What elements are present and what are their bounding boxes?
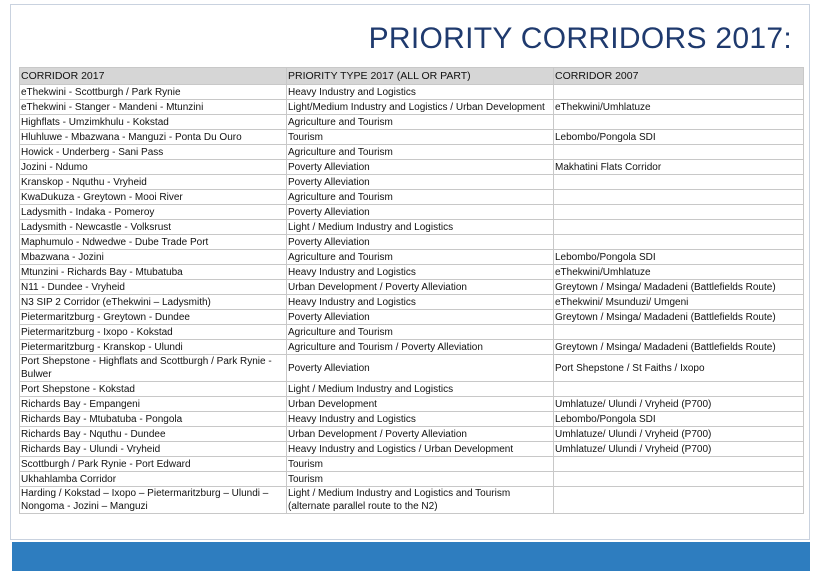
table-row xyxy=(20,340,804,355)
corridor-2017-cell: Ladysmith - Newcastle - Volksrust xyxy=(20,220,287,235)
table-row xyxy=(20,295,804,310)
priority-corridors-table xyxy=(19,67,804,514)
corridor-2017-cell: Pietermaritzburg - Ixopo - Kokstad xyxy=(20,325,287,340)
table-row xyxy=(20,250,804,265)
corridor-2017-cell: Mtunzini - Richards Bay - Mtubatuba xyxy=(20,265,287,280)
priority-type-cell: Agriculture and Tourism xyxy=(287,250,554,265)
corridor-2017-cell: Kranskop - Nquthu - Vryheid xyxy=(20,175,287,190)
corridor-2017-cell: eThekwini - Scottburgh / Park Rynie xyxy=(20,85,287,100)
priority-type-cell: Light / Medium Industry and Logistics xyxy=(287,220,554,235)
priority-type-cell: Urban Development / Poverty Alleviation xyxy=(287,280,554,295)
corridor-2007-cell: eThekwini/Umhlatuze xyxy=(554,100,804,115)
priority-type-cell: Urban Development / Poverty Alleviation xyxy=(287,427,554,442)
corridor-2017-cell: Richards Bay - Nquthu - Dundee xyxy=(20,427,287,442)
corridor-2017-cell: Richards Bay - Empangeni xyxy=(20,397,287,412)
corridor-2017-cell: eThekwini - Stanger - Mandeni - Mtunzini xyxy=(20,100,287,115)
priority-type-cell: Heavy Industry and Logistics / Urban Development xyxy=(287,442,554,457)
corridor-2007-cell: eThekwini/Umhlatuze xyxy=(554,265,804,280)
priority-type-cell: Agriculture and Tourism xyxy=(287,190,554,205)
priority-type-cell: Poverty Alleviation xyxy=(287,235,554,250)
priority-type-cell: Agriculture and Tourism xyxy=(287,115,554,130)
corridor-2007-cell xyxy=(554,472,804,487)
priority-type-cell: Poverty Alleviation xyxy=(287,310,554,325)
corridor-2017-cell: Richards Bay - Ulundi - Vryheid xyxy=(20,442,287,457)
corridor-2007-cell xyxy=(554,457,804,472)
corridor-2007-cell: Lebombo/Pongola SDI xyxy=(554,130,804,145)
priority-type-cell: Tourism xyxy=(287,130,554,145)
table-row xyxy=(20,130,804,145)
footer-bar xyxy=(12,542,810,571)
table-row xyxy=(20,265,804,280)
priority-type-cell: Agriculture and Tourism xyxy=(287,325,554,340)
corridor-2007-cell: Greytown / Msinga/ Madadeni (Battlefields Route) xyxy=(554,340,804,355)
priority-type-cell: Agriculture and Tourism / Poverty Alleviation xyxy=(287,340,554,355)
corridor-2017-cell: Port Shepstone - Kokstad xyxy=(20,382,287,397)
corridor-2017-cell: Ladysmith - Indaka - Pomeroy xyxy=(20,205,287,220)
corridor-2007-cell xyxy=(554,382,804,397)
corridor-2007-cell xyxy=(554,175,804,190)
priority-type-cell: Light / Medium Industry and Logistics xyxy=(287,382,554,397)
slide-title: PRIORITY CORRIDORS 2017: xyxy=(368,22,792,55)
table-header-row xyxy=(20,68,804,85)
priority-type-cell: Heavy Industry and Logistics xyxy=(287,85,554,100)
corridor-2007-cell xyxy=(554,85,804,100)
corridor-2017-cell: Maphumulo - Ndwedwe - Dube Trade Port xyxy=(20,235,287,250)
corridor-2007-cell: Lebombo/Pongola SDI xyxy=(554,250,804,265)
corridor-2007-cell xyxy=(554,205,804,220)
corridor-2007-cell: Umhlatuze/ Ulundi / Vryheid (P700) xyxy=(554,442,804,457)
table-row xyxy=(20,382,804,397)
corridor-2007-cell: Umhlatuze/ Ulundi / Vryheid (P700) xyxy=(554,397,804,412)
priority-type-cell: Light / Medium Industry and Logistics and Tourism (alternate parallel route to the N2) xyxy=(287,487,554,514)
corridor-2017-cell: Scottburgh / Park Rynie - Port Edward xyxy=(20,457,287,472)
corridor-2017-cell: Richards Bay - Mtubatuba - Pongola xyxy=(20,412,287,427)
table-row xyxy=(20,412,804,427)
table-row xyxy=(20,160,804,175)
table-row xyxy=(20,220,804,235)
corridor-2017-cell: N3 SIP 2 Corridor (eThekwini – Ladysmith) xyxy=(20,295,287,310)
table-row xyxy=(20,115,804,130)
table-row xyxy=(20,457,804,472)
header-corridor-2007: CORRIDOR 2007 xyxy=(554,68,804,85)
table-row xyxy=(20,310,804,325)
priority-type-cell: Tourism xyxy=(287,472,554,487)
table-row xyxy=(20,145,804,160)
table-row xyxy=(20,175,804,190)
corridor-2007-cell: Umhlatuze/ Ulundi / Vryheid (P700) xyxy=(554,427,804,442)
corridor-2017-cell: Pietermaritzburg - Kranskop - Ulundi xyxy=(20,340,287,355)
corridor-2007-cell: Greytown / Msinga/ Madadeni (Battlefields Route) xyxy=(554,310,804,325)
corridor-2007-cell xyxy=(554,115,804,130)
corridor-2007-cell xyxy=(554,235,804,250)
corridor-2007-cell: eThekwini/ Msunduzi/ Umgeni xyxy=(554,295,804,310)
priority-type-cell: Poverty Alleviation xyxy=(287,205,554,220)
table-row xyxy=(20,85,804,100)
priority-type-cell: Urban Development xyxy=(287,397,554,412)
table-row xyxy=(20,355,804,382)
corridor-2017-cell: N11 - Dundee - Vryheid xyxy=(20,280,287,295)
priority-type-cell: Poverty Alleviation xyxy=(287,160,554,175)
priority-type-cell: Light/Medium Industry and Logistics / Urban Development xyxy=(287,100,554,115)
table-body xyxy=(20,85,804,514)
table-row xyxy=(20,442,804,457)
header-priority-type-2017: PRIORITY TYPE 2017 (ALL OR PART) xyxy=(287,68,554,85)
corridor-2007-cell: Makhatini Flats Corridor xyxy=(554,160,804,175)
table-row xyxy=(20,190,804,205)
table-row xyxy=(20,280,804,295)
corridor-2007-cell xyxy=(554,487,804,514)
corridor-2017-cell: Harding / Kokstad – Ixopo – Pietermaritzburg – Ulundi – Nongoma - Jozini – Manguzi xyxy=(20,487,287,514)
corridor-2007-cell xyxy=(554,190,804,205)
table-row xyxy=(20,427,804,442)
priority-type-cell: Poverty Alleviation xyxy=(287,355,554,382)
table-row xyxy=(20,205,804,220)
corridor-2017-cell: Mbazwana - Jozini xyxy=(20,250,287,265)
priority-type-cell: Heavy Industry and Logistics xyxy=(287,412,554,427)
corridor-2017-cell: Pietermaritzburg - Greytown - Dundee xyxy=(20,310,287,325)
corridor-2017-cell: Port Shepstone - Highflats and Scottburgh / Park Rynie - Bulwer xyxy=(20,355,287,382)
table-row xyxy=(20,397,804,412)
priority-type-cell: Poverty Alleviation xyxy=(287,175,554,190)
corridor-2007-cell: Greytown / Msinga/ Madadeni (Battlefields Route) xyxy=(554,280,804,295)
corridor-2017-cell: Highflats - Umzimkhulu - Kokstad xyxy=(20,115,287,130)
priority-type-cell: Tourism xyxy=(287,457,554,472)
table-row xyxy=(20,487,804,514)
priority-type-cell: Agriculture and Tourism xyxy=(287,145,554,160)
corridor-2007-cell: Port Shepstone / St Faiths / Ixopo xyxy=(554,355,804,382)
table-row xyxy=(20,235,804,250)
corridor-2017-cell: Jozini - Ndumo xyxy=(20,160,287,175)
corridor-2007-cell: Lebombo/Pongola SDI xyxy=(554,412,804,427)
priority-type-cell: Heavy Industry and Logistics xyxy=(287,295,554,310)
corridor-2007-cell xyxy=(554,325,804,340)
corridor-2017-cell: KwaDukuza - Greytown - Mooi River xyxy=(20,190,287,205)
table-row xyxy=(20,472,804,487)
corridor-2017-cell: Howick - Underberg - Sani Pass xyxy=(20,145,287,160)
priority-type-cell: Heavy Industry and Logistics xyxy=(287,265,554,280)
header-corridor-2017: CORRIDOR 2017 xyxy=(20,68,287,85)
corridor-2007-cell xyxy=(554,220,804,235)
table-row xyxy=(20,325,804,340)
corridor-2017-cell: Ukhahlamba Corridor xyxy=(20,472,287,487)
corridor-2017-cell: Hluhluwe - Mbazwana - Manguzi - Ponta Du Ouro xyxy=(20,130,287,145)
table-row xyxy=(20,100,804,115)
corridor-2007-cell xyxy=(554,145,804,160)
